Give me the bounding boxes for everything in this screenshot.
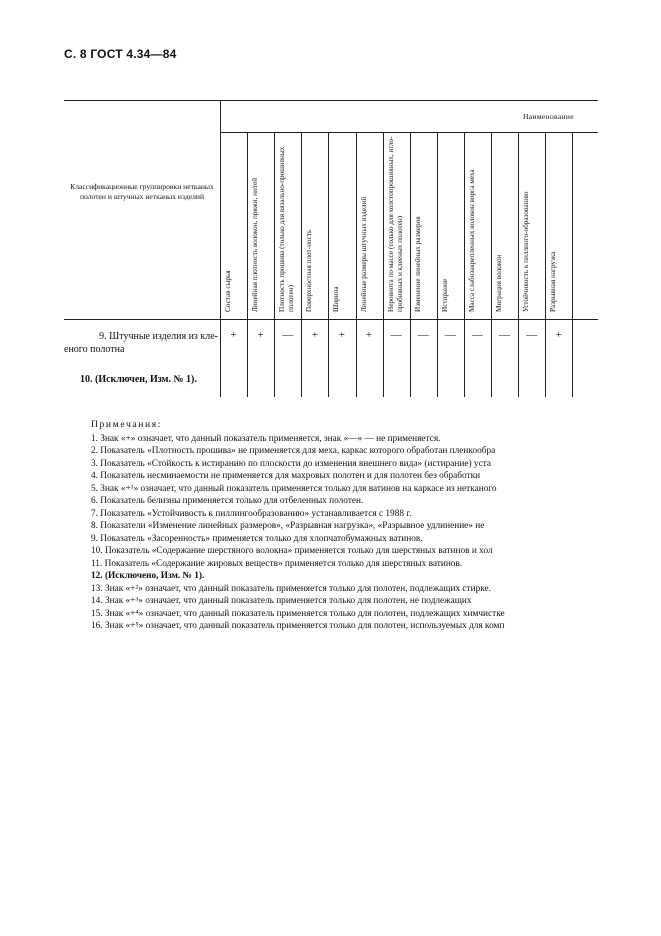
table-cell: + [257, 329, 264, 341]
table-cell: — [526, 329, 538, 341]
table-cell: + [230, 329, 237, 341]
row-10-label: 10. (Исключен, Изм. № 1). [80, 374, 197, 385]
table-cell: + [338, 329, 345, 341]
table-cell: + [555, 329, 562, 341]
table-top-rule [64, 100, 598, 101]
table-cell: — [282, 329, 294, 341]
column-divider [383, 132, 384, 397]
note-item: 9. Показатель «Засоренность» применяется только для хлопчатобумажных ватинов. [91, 533, 423, 544]
note-item: 10. Показатель «Содержание шерстяного волокна» применяется только для шерстяных ватинов и хол [91, 546, 493, 556]
note-item: 11. Показатель «Содержание жировых веществ» применяется только для шерстяных ватинов. [91, 558, 463, 569]
note-item: 3. Показатель «Стойкость к истиранию по плоскости до изменения внешнего вида» (истирание) уста [91, 458, 492, 469]
note-item: 6. Показатель белизны применяется только для отбеленных полотен. [91, 496, 364, 506]
table-cell: — [499, 329, 510, 341]
column-divider [247, 132, 248, 397]
note-item: 8. Показатели «Изменение линейных размеров», «Разрывная нагрузка», «Разрывное удлинение» не [91, 521, 485, 531]
notes-section [91, 419, 661, 633]
column-header-text: Плотность прошива (только для вязально-прошивных полотен) [278, 146, 295, 312]
column-header-text: Неровнота по массе (только для холстопрошивных, игло-пробивных и клееных полотен) [386, 136, 404, 312]
column-divider [491, 132, 492, 397]
table-cell: — [471, 329, 483, 341]
column-divider [464, 132, 465, 397]
column-divider [545, 132, 546, 397]
column-header-text: Истирание [440, 278, 449, 312]
table-cell: — [390, 329, 402, 341]
note-item: 16. Знак «+⁵» означает, что данный показатель применяется только для полотен, используемых для комп [91, 621, 505, 631]
note-item: 5. Знак «+¹» означает, что данный показатель применяется только для ватинов на каркасе из нетканого [91, 483, 497, 494]
column-divider [518, 132, 519, 397]
column-header-text: Поверхностная плот-ность [305, 229, 314, 312]
indicators-table [64, 100, 598, 397]
column-header-text: Ширина [332, 286, 341, 312]
stub-divider [220, 100, 221, 397]
stub-heading: Классификационные группировки нетканых полотен и штучных нетканых изделий [70, 182, 214, 201]
note-item: 7. Показатель «Устойчивость к пиллингообразованию» устанавливается с 1988 г. [91, 508, 412, 519]
table-cell: — [444, 329, 456, 341]
column-divider [274, 132, 275, 397]
column-divider [437, 132, 438, 397]
note-item: 14. Знак «+³» означает, что данный показатель применяется только для полотен, не подлежащих [91, 596, 472, 606]
page-header: С. 8 ГОСТ 4.34—84 [64, 47, 177, 61]
note-item: 1. Знак «+» означает, что данный показатель применяется, знак «—» — не применяется. [91, 433, 441, 444]
note-item: 13. Знак «+²» означает, что данный показатель применяется только для полотен, подлежащих стирке. [91, 583, 491, 594]
column-header-text: Линейная плотность волокон, пряжи, нитей [251, 177, 260, 312]
column-divider [572, 132, 573, 397]
column-header-text: Изменение линейных размеров [413, 216, 422, 312]
row-9-label-line2: еного полотна [64, 344, 125, 355]
note-item: 4. Показатель несминаемости не применяется для махровых полотен и для полотен без обработки [91, 471, 481, 481]
row-9-label [64, 330, 218, 356]
table-cell: — [417, 329, 429, 341]
table-cell: + [311, 329, 318, 341]
column-divider [328, 132, 329, 397]
column-divider [410, 132, 411, 397]
column-header-text: Миграция волокон [495, 254, 503, 312]
notes-title: Примечания: [91, 419, 162, 430]
note-item: 12. (Исключено, Изм. № 1). [91, 571, 205, 581]
notes-list [91, 433, 661, 633]
note-item: 15. Знак «+⁴» означает, что данный показатель применяется только для полотен, подлежащих химчистке [91, 608, 505, 619]
column-header-text: Разрывная нагрузка [549, 251, 558, 312]
column-header-text: Устойчивость к пиллинго-образованию [522, 191, 531, 312]
row-9-label-line1: 9. Штучные изделия из кле- [99, 331, 218, 342]
note-item: 2. Показатель «Плотность прошива» не применяется для меха, каркас которого обработан пленкообра [91, 446, 496, 456]
column-header-text: Линейные размеры штучных изделий [359, 196, 368, 312]
table-cell: + [365, 329, 373, 341]
column-header-text: Состав сырья [224, 270, 232, 312]
group-heading: Наименование [523, 112, 574, 121]
column-header-text: Масса слабозакрепленных волокон ворса меха [467, 169, 476, 312]
column-divider [356, 132, 357, 397]
column-divider [301, 132, 302, 397]
